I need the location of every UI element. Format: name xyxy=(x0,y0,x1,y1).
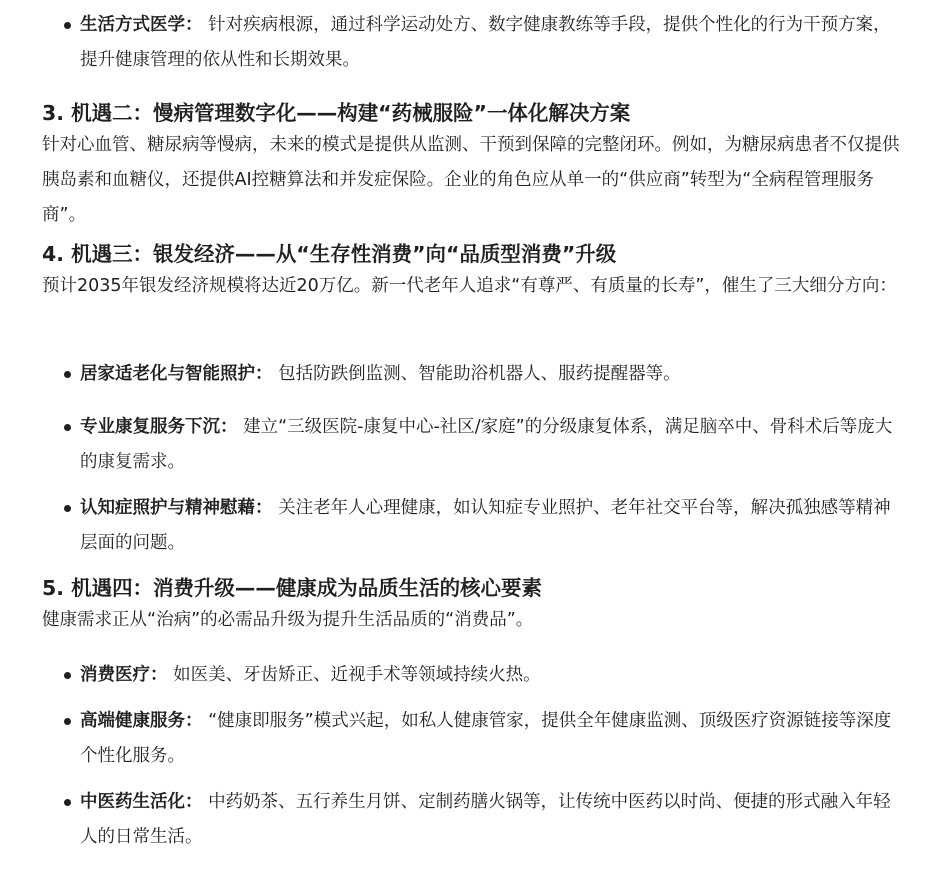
bullet-text: 中药奶茶、五行养生月饼、定制药膳火锅等，让传统中医药以时尚、便捷的形式融入年轻人的日常生活。 xyxy=(80,792,891,847)
bullet-dot-icon xyxy=(64,22,71,29)
bullet-text: 如医美、牙齿矫正、近视手术等领域持续火热。 xyxy=(173,665,541,685)
bullet-separator: ： xyxy=(185,792,203,812)
section-paragraph: 针对心血管、糖尿病等慢病，未来的模式是提供从监测、干预到保障的完整闭环。例如，为糖尿病患者不仅提供胰岛素和血糖仪，还提供AI控糖算法和并发症保险。企业的角色应从单一的“供应商”转型为“全病程管理服务商”。 xyxy=(42,135,900,225)
list-item xyxy=(42,785,902,855)
bullet-separator: ： xyxy=(255,498,273,518)
bullet-dot-icon xyxy=(64,672,71,679)
bullet-term: 认知症照护与精神慰藉 xyxy=(80,498,255,518)
bullet-text: 包括防跌倒监测、智能助浴机器人、服药提醒器等。 xyxy=(278,364,681,384)
section-heading: 4. 机遇三：银发经济——从“生存性消费”向“品质型消费”升级 xyxy=(42,242,617,266)
section-paragraph: 预计2035年银发经济规模将达近20万亿。新一代老年人追求“有尊严、有质量的长寿”，催生了三大细分方向： xyxy=(42,276,897,296)
bullet-term: 生活方式医学 xyxy=(80,15,185,35)
section-heading: 3. 机遇二：慢病管理数字化——构建“药械服险”一体化解决方案 xyxy=(42,101,631,125)
section-heading: 5. 机遇四：消费升级——健康成为品质生活的核心要素 xyxy=(42,576,542,600)
section-paragraph: 健康需求正从“治病”的必需品升级为提升生活品质的“消费品”。 xyxy=(42,610,534,630)
list-item xyxy=(42,491,902,561)
bullet-separator: ： xyxy=(185,15,203,35)
section-5-bullet-list xyxy=(42,658,902,855)
bullet-text: 关注老年人心理健康，如认知症专业照护、老年社交平台等，解决孤独感等精神层面的问题。 xyxy=(80,498,891,553)
bullet-separator: ： xyxy=(220,417,238,437)
top-bullet-list xyxy=(42,8,902,78)
bullet-dot-icon xyxy=(64,505,71,512)
list-item xyxy=(42,410,902,480)
list-item xyxy=(42,658,902,693)
bullet-dot-icon xyxy=(64,424,71,431)
bullet-separator: ： xyxy=(150,665,168,685)
bullet-separator: ： xyxy=(185,711,203,731)
list-item xyxy=(42,8,902,78)
bullet-term: 专业康复服务下沉 xyxy=(80,417,220,437)
bullet-dot-icon xyxy=(64,371,71,378)
section-4-bullet-list xyxy=(42,357,902,561)
bullet-dot-icon xyxy=(64,718,71,725)
bullet-dot-icon xyxy=(64,799,71,806)
bullet-separator: ： xyxy=(255,364,273,384)
section-4 xyxy=(42,238,902,304)
bullet-term: 高端健康服务 xyxy=(80,711,185,731)
bullet-text: 针对疾病根源，通过科学运动处方、数字健康教练等手段，提供个性化的行为干预方案，提升健康管理的依从性和长期效果。 xyxy=(80,15,891,70)
bullet-term: 中医药生活化 xyxy=(80,792,185,812)
bullet-text: “健康即服务”模式兴起，如私人健康管家，提供全年健康监测、顶级医疗资源链接等深度个性化服务。 xyxy=(80,711,892,766)
list-item xyxy=(42,704,902,774)
section-5 xyxy=(42,572,902,638)
bullet-term: 消费医疗 xyxy=(80,665,150,685)
list-item xyxy=(42,357,902,392)
section-3 xyxy=(42,97,902,233)
bullet-term: 居家适老化与智能照护 xyxy=(80,364,255,384)
bullet-text: 建立“三级医院-康复中心-社区/家庭”的分级康复体系，满足脑卒中、骨科术后等庞大的康复需求。 xyxy=(80,417,893,472)
